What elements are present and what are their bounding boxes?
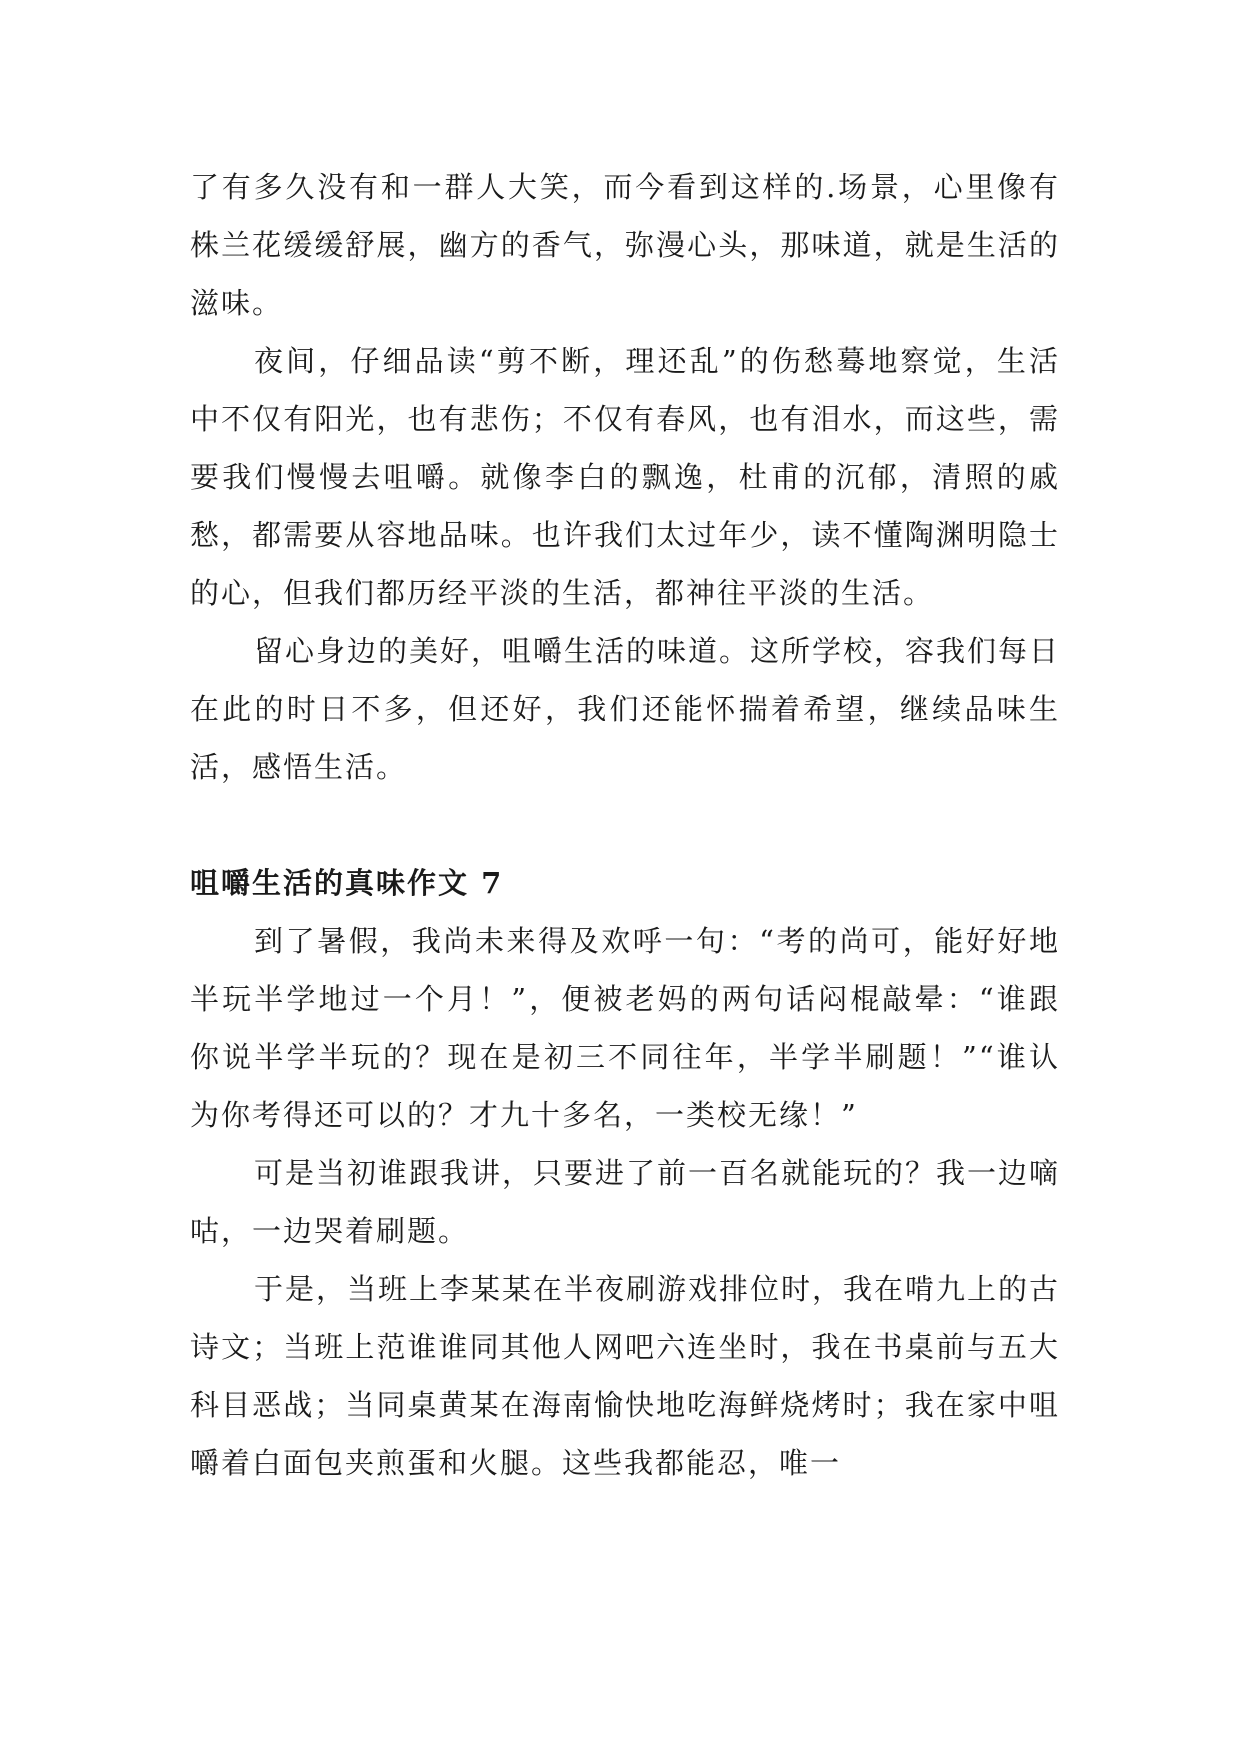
paragraph-4: 到了暑假，我尚未来得及欢呼一句：“考的尚可，能好好地半玩半学地过一个月！”，便被老妈的两句话闷棍敲晕：“谁跟你说半学半玩的？现在是初三不同往年，半学半刷题！”“谁认为你考得还可以的？才九十多名，一类校无缘！” <box>190 924 1060 1132</box>
paragraph-3: 留心身边的美好，咀嚼生活的味道。这所学校，容我们每日在此的时日不多，但还好，我们还能怀揣着希望，继续品味生活，感悟生活。 <box>190 634 1061 784</box>
section-spacer <box>190 796 1060 854</box>
paragraph-2: 夜间，仔细品读“剪不断，理还乱”的伤愁蓦地察觉，生活中不仅有阳光，也有悲伤；不仅有春风，也有泪水，而这些，需要我们慢慢去咀嚼。就像李白的飘逸，杜甫的沉郁，清照的戚愁，都需要从容地品味。也许我们太过年少，读不懂陶渊明隐士的心，但我们都历经平淡的生活，都神往平淡的生活。 <box>190 344 1060 610</box>
paragraph-6: 于是，当班上李某某在半夜刷游戏排位时，我在啃九上的古诗文；当班上范谁谁同其他人网吧六连坐时，我在书桌前与五大科目恶战；当同桌黄某在海南愉快地吃海鲜烧烤时；我在家中咀嚼着白面包夹煎蛋和火腿。这些我都能忍，唯一 <box>190 1272 1061 1480</box>
document-body <box>190 158 1060 1492</box>
section-heading: 咀嚼生活的真味作文 7 <box>190 866 504 900</box>
paragraph-1: 了有多久没有和一群人大笑，而今看到这样的.场景，心里像有株兰花缓缓舒展，幽方的香气，弥漫心头，那味道，就是生活的滋味。 <box>190 170 1060 320</box>
paragraph-5: 可是当初谁跟我讲，只要进了前一百名就能玩的？我一边嘀咕，一边哭着刷题。 <box>190 1156 1061 1248</box>
